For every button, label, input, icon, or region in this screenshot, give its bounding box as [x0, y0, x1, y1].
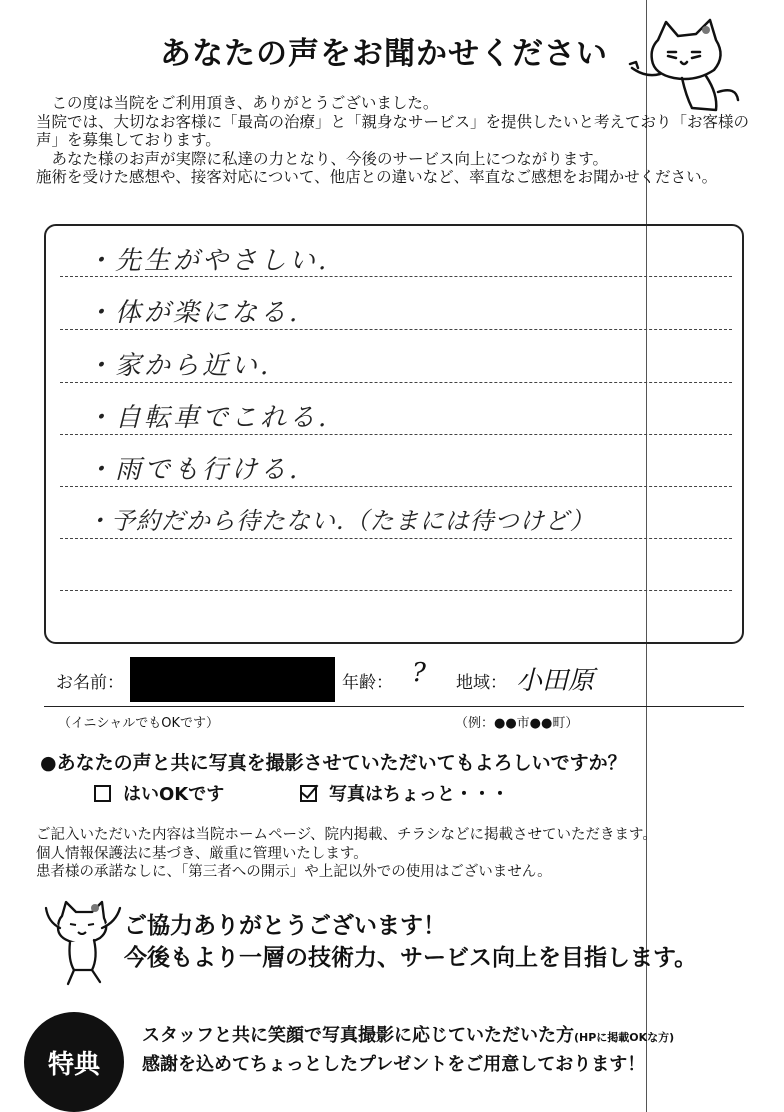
- benefit-line: スタッフと共に笑顔で写真撮影に応じていただいた方: [142, 1025, 574, 1046]
- privacy-notes: [36, 826, 657, 882]
- option-no-label: 写真はちょっと・・・: [329, 784, 509, 805]
- age-value[interactable]: ?: [412, 658, 426, 688]
- option-yes-label: はいOKです: [123, 784, 225, 805]
- name-label: お名前：: [56, 673, 124, 693]
- benefit-line: 感謝を込めてちょっとしたプレゼントをご用意しております！: [142, 1054, 646, 1075]
- intro-text: [36, 94, 756, 187]
- comment-entry: ・先生がやさしい.: [86, 246, 330, 276]
- comment-entry: ・自転車でこれる.: [86, 403, 330, 433]
- intro-line: 施術を受けた感想や、接客対応について、他店との違いなど、率直なご感想をお聞かせください。: [36, 168, 718, 187]
- benefit-badge: 特典: [24, 1012, 124, 1112]
- option-yes[interactable]: [94, 780, 224, 806]
- writing-line: [60, 329, 732, 330]
- checkbox-yes[interactable]: [94, 785, 111, 802]
- region-hint: （例：●●市●●町）: [455, 716, 579, 731]
- comment-box[interactable]: [44, 224, 744, 644]
- photo-question: ●あなたの声と共に写真を撮影させていただいてもよろしいですか？: [40, 752, 627, 774]
- thanks-line: ご協力ありがとうございます！: [124, 913, 446, 939]
- note-line: 個人情報保護法に基づき、厳重に管理いたします。: [36, 845, 368, 862]
- region-value[interactable]: 小田原: [516, 666, 595, 696]
- waving-cat-icon: [40, 898, 126, 990]
- form-underline: [44, 706, 744, 707]
- name-field-redacted[interactable]: [130, 657, 335, 702]
- region-label: 地域：: [456, 673, 507, 693]
- intro-line: あなた様のお声が実際に私達の力となり、今後のサービス向上につながります。: [51, 149, 608, 168]
- comment-entry: ・予約だから待たない.（たまには待つけど）: [86, 507, 595, 535]
- writing-line: [60, 590, 732, 591]
- note-line: 患者様の承諾なしに、「第三者への開示」や上記以外での使用はございません。: [36, 864, 552, 880]
- comment-entry: ・家から近い.: [86, 351, 272, 381]
- benefit-text: [142, 1022, 674, 1078]
- writing-line: [60, 486, 732, 487]
- page-title: あなたの声をお聞かせください: [160, 36, 608, 72]
- note-line: ご記入いただいた内容は当院ホームページ、院内掲載、チラシなどに掲載させていただきます。: [36, 827, 657, 843]
- intro-line: 当院では、大切なお客様に「最高の治療」と「親身なサービス」を提供したいと考えており「お客様の声」を募集しております。: [36, 112, 750, 150]
- intro-line: この度は当院をご利用頂き、ありがとうございました。: [51, 94, 439, 112]
- writing-line: [60, 382, 732, 383]
- age-label: 年齢：: [342, 673, 393, 693]
- comment-entry: ・雨でも行ける.: [86, 455, 301, 485]
- writing-line: [60, 434, 732, 435]
- thanks-message: [124, 910, 697, 974]
- thanks-line: 今後もより一層の技術力、サービス向上を目指します。: [124, 945, 698, 971]
- comment-entry: ・体が楽になる.: [86, 298, 301, 328]
- name-hint: （イニシャルでもOKです）: [58, 716, 219, 731]
- writing-line: [60, 538, 732, 539]
- checkbox-no-checked[interactable]: [300, 785, 317, 802]
- option-no[interactable]: [300, 780, 509, 806]
- benefit-note: (HPに掲載OKな方): [574, 1031, 675, 1044]
